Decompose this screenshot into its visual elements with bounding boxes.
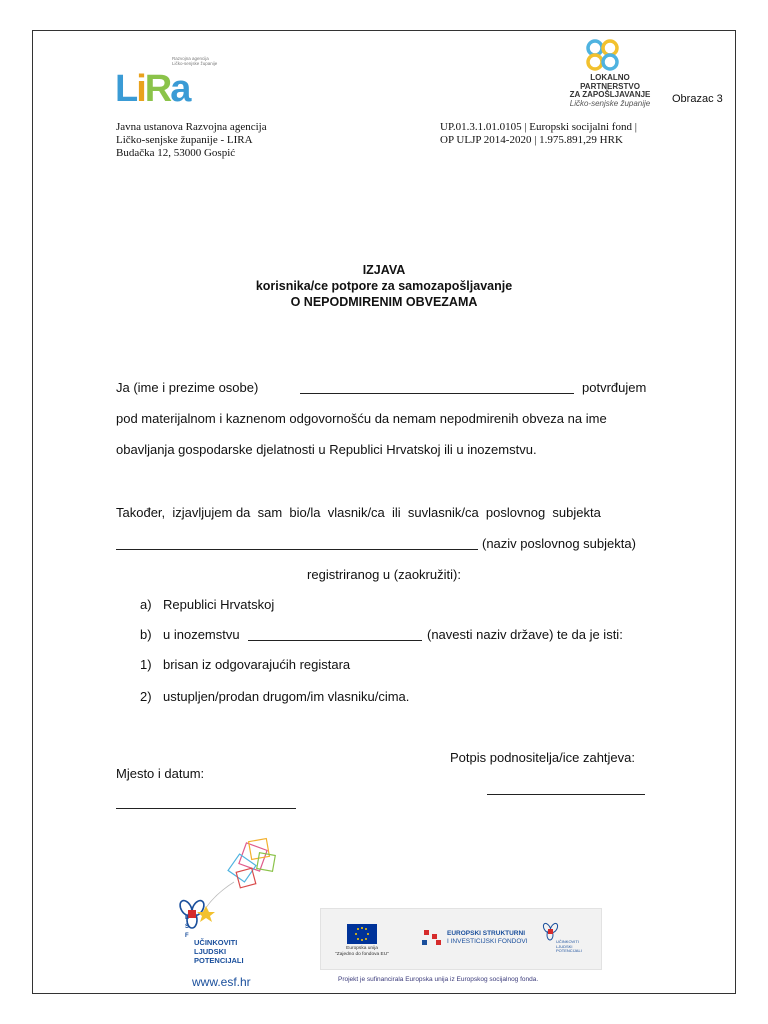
p1-start: Ja (ime i prezime osobe) [116, 380, 259, 395]
lira-logo: LiRa [115, 68, 190, 110]
item-2-marker: 2) [140, 689, 152, 704]
option-a-marker: a) [140, 597, 152, 612]
option-b[interactable]: u inozemstvu [163, 627, 240, 642]
option-a[interactable]: Republici Hrvatskoj [163, 597, 275, 612]
partnership-logo-icon [583, 38, 623, 72]
place-date-label: Mjesto i datum: [116, 766, 205, 781]
lira-tagline: Razvojna agencija Ličko-senjske županije [172, 56, 218, 66]
item-2[interactable]: ustupljen/prodan drugom/im vlasniku/cima. [163, 689, 410, 704]
p2-line3: registriranog u (zaokružiti): [307, 567, 461, 582]
item-1-marker: 1) [140, 657, 152, 672]
p2-line2-end: (naziv poslovnog subjekta) [482, 536, 636, 551]
name-field[interactable] [300, 393, 574, 394]
country-field[interactable] [248, 640, 422, 641]
item-1[interactable]: brisan iz odgovarajućih registara [163, 657, 351, 672]
p1-line3: obavljanja gospodarske djelatnosti u Republici Hrvatskoj ili u inozemstvu. [116, 442, 537, 457]
esf-letters: E S F [185, 915, 190, 939]
option-b-end: (navesti naziv države) te da je isti: [427, 627, 623, 642]
eu-flag-icon [347, 924, 377, 944]
esf-tagline: UČINKOVITI LJUDSKI POTENCIJALI [194, 938, 244, 965]
form-label: Obrazac 3 [672, 93, 723, 105]
partnership-name: LOKALNO PARTNERSTVO ZA ZAPOŠLJAVANJE Ličko-senjske županije [569, 73, 651, 108]
organization-address: Javna ustanova Razvojna agencija Ličko-senjske županije - LIRA Budačka 12, 53000 Gospić [116, 121, 267, 159]
p1-end: potvrđujem [582, 380, 647, 395]
esf-flower-icon [172, 898, 216, 940]
signature-field[interactable] [487, 794, 645, 795]
document-title: IZJAVA korisnika/ce potpore za samozapošljavanje O NEPODMIRENIM OBVEZAMA [255, 263, 513, 309]
p2-line1: Također, izjavljujem da sam bio/la vlasnik/ca ili suvlasnik/ca poslovnog subjekta [116, 505, 601, 520]
project-reference: UP.01.3.1.01.0105 | Europski socijalni fond | OP ULJP 2014-2020 | 1.975.891,29 HRK [440, 121, 637, 146]
p1-line2: pod materijalnom i kaznenom odgovornošću da nemam nepodmirenih obveza na ime [116, 411, 607, 426]
project-note: Projekt je sufinancirala Europska unija iz Europskog socijalnog fonda. [338, 976, 539, 983]
signer-label: Potpis podnositelja/ice zahtjeva: [450, 750, 636, 765]
small-esf-tagline: UČINKOVITI LJUDSKI POTENCIJALI [556, 939, 582, 954]
esf-link[interactable]: www.esf.hr [192, 975, 251, 989]
business-name-field[interactable] [116, 549, 478, 550]
place-date-field[interactable] [116, 808, 296, 809]
option-b-marker: b) [140, 627, 152, 642]
croatia-checkerboard-icon [420, 928, 444, 948]
funds-label: EUROPSKI STRUKTURNI I INVESTICIJSKI FONDOVI [447, 930, 528, 945]
eu-caption: Europska unija "Zajedno do fondova EU" [335, 946, 389, 957]
